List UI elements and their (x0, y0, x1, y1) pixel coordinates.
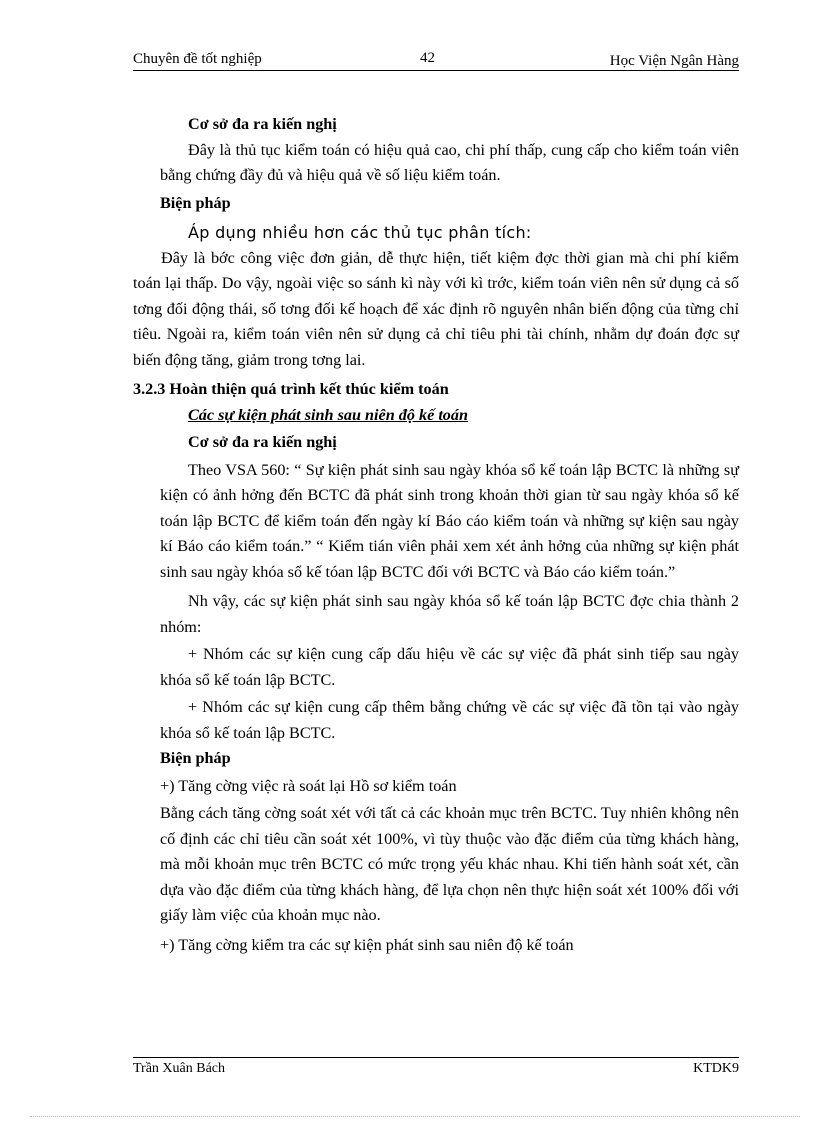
footer-class-code: KTDK9 (693, 1061, 739, 1076)
list-item-group-2: + Nhóm các sự kiện cung cấp thêm bằng chứng về các sự việc đã tồn tại vào ngày khóa sổ kế toán lập BCTC. (160, 698, 739, 742)
paragraph-apply-analytics: Áp dụng nhiều hơn các thủ tục phân tích: (188, 223, 532, 242)
paragraph-analytics-detail: Đây là bớc công việc đơn giản, dễ thực hiện, tiết kiệm đợc thời gian mà chi phí kiểm toán lại thấp. Do vậy, ngoài việc so sánh kì này với kì trớc, kiểm toán viên nên sử dụng cả số tơng đối động thái, số tơng đối kế hoạch để xác định rõ nguyên nhân biến động của từng chỉ tiêu. Ngoài ra, kiểm toán viên nên sử dụng cả chỉ tiêu phi tài chính, nhằm dự đoán đợc sự biến động tăng, giảm trong tơng lai. (133, 248, 739, 369)
paragraph-vsa-560: Theo VSA 560: “ Sự kiện phát sinh sau ngày khóa sổ kế toán lập BCTC là những sự kiện có ảnh hởng đến BCTC đã phát sinh trong khoản thời gian từ sau ngày khóa sổ kế toán lập BCTC để kiểm toán đến ngày kí Báo cáo kiểm toán và những sự kiện sau ngày kí Báo cáo kiểm toán.” “ Kiểm tián viên phải xem xét ảnh hởng của những sự kiện phát sinh sau ngày khóa sổ kế tóan lập BCTC đối với BCTC và Báo cáo kiểm toán.” (160, 460, 739, 581)
heading-basis-2: Cơ sở đa ra kiến nghị (188, 433, 337, 451)
section-heading-3-2-3: 3.2.3 Hoàn thiện quá trình kết thúc kiểm toán (133, 380, 449, 398)
paragraph-review-detail: Bằng cách tăng cờng soát xét với tất cả các khoản mục trên BCTC. Tuy nhiên không nên cố định các chỉ tiêu cần soát xét 100%, vì tùy thuộc vào đặc điểm của từng khách hàng, mà mỗi khoản mục trên BCTC có mức trọng yếu khác nhau. Khi tiến hành soát xét, cần dựa vào đặc điểm của từng khách hàng, để lựa chọn nên thực hiện soát xét 100% đối với giấy làm việc của khoản mục nào. (160, 804, 739, 924)
list-item-group-1: + Nhóm các sự kiện cung cấp dấu hiệu về các sự việc đã phát sinh tiếp sau ngày khóa sổ kế toán lập BCTC. (160, 645, 739, 689)
header-institution: Học Viện Ngân Hàng (609, 53, 739, 69)
paragraph-analytic-procedure-benefit: Đây là thủ tục kiểm toán có hiệu quả cao, chi phí thấp, cung cấp cho kiểm toán viên bằng chứng đầy đủ và hiệu quả về số liệu kiểm toán. (160, 140, 739, 184)
paragraph-two-groups: Nh vậy, các sự kiện phát sinh sau ngày khóa sổ kế toán lập BCTC đợc chia thành 2 nhóm: (160, 592, 739, 636)
subheading-subsequent-events: Các sự kiện phát sinh sau niên độ kế toán (188, 405, 469, 424)
document-body (133, 112, 739, 958)
footer-author: Trần Xuân Bách (133, 1061, 226, 1076)
page-footer (133, 1057, 739, 1076)
heading-basis: Cơ sở đa ra kiến nghị (188, 115, 337, 133)
heading-measures-2: Biện pháp (160, 749, 231, 767)
page-number: 42 (420, 50, 435, 66)
paragraph-check-subsequent-events: +) Tăng cờng kiểm tra các sự kiện phát sinh sau niên độ kế toán (160, 935, 574, 954)
paragraph-review-audit-file: +) Tăng cờng việc rà soát lại Hồ sơ kiểm toán (160, 776, 457, 795)
header-document-title: Chuyên đề tốt nghiệp (133, 51, 262, 67)
page-header (133, 48, 739, 71)
page-bottom-dotted-line (30, 1116, 800, 1117)
heading-measures: Biện pháp (160, 193, 231, 212)
